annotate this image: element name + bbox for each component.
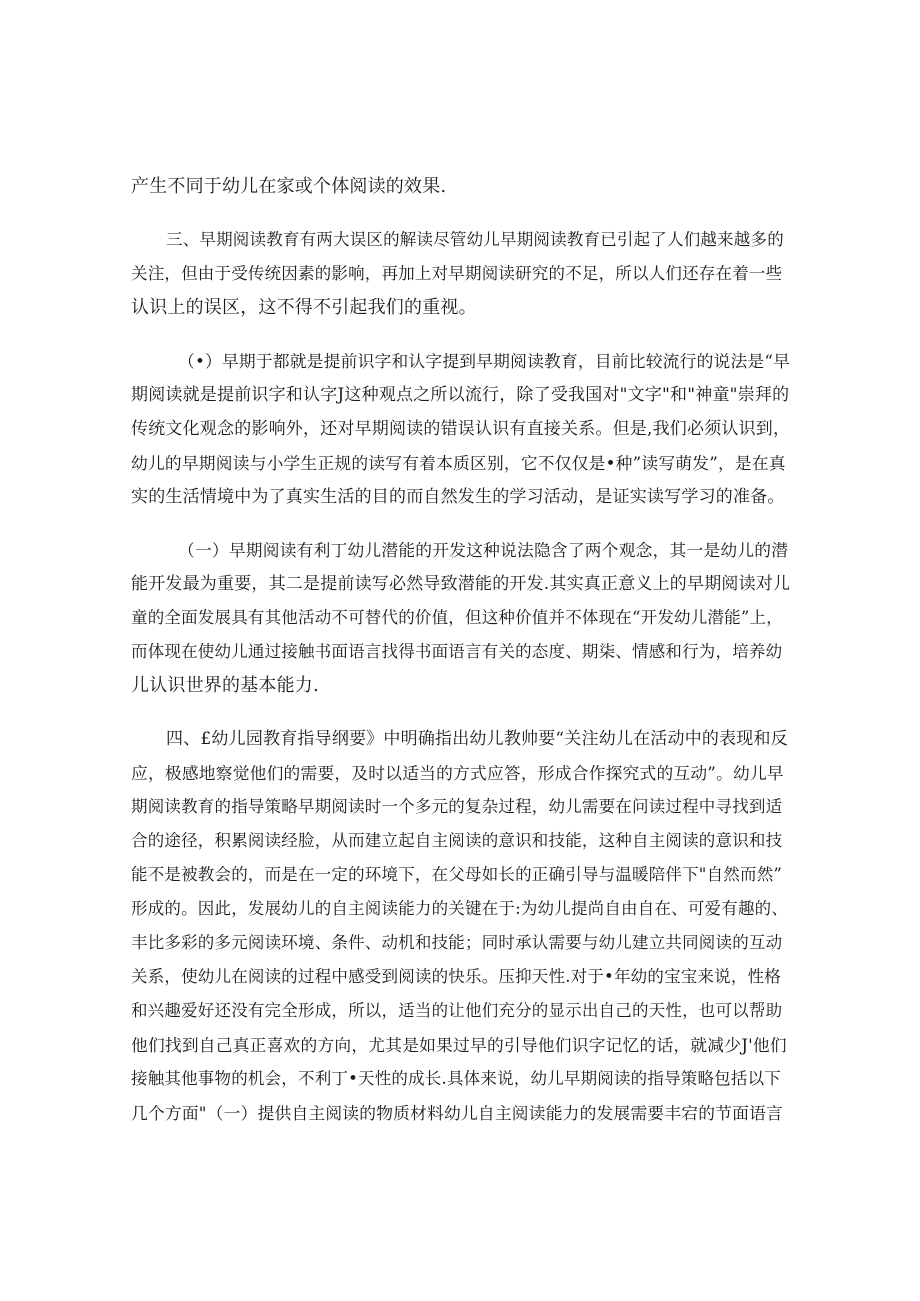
- text-line: 能不是被教会的，而是在一定的环境下，在父母如长的正确引导与温暖陪伴下"自然而然”: [131, 865, 783, 884]
- text-line: 丰比多彩的多元阅读环境、条件、动机和技能；同时承认需要与幼儿建立共同阅读的互动: [131, 933, 783, 952]
- text-line: 关注，但由于受传统因素的影响，再加上对早期阅读研究的不足，所以人们还存在着一些: [131, 264, 783, 283]
- text-line: 认识上的误区，这不得不引起我们的重视。: [131, 297, 477, 318]
- text-line: 合的途径，积累阅读经脸，从而建立起自主阅读的意识和技能，这种自主阅读的意识和技: [131, 831, 783, 850]
- section-heading-line: 三、早期阅读教育有两大误区的解读尽管幼儿早期阅读教育已引起了人们越来越多的: [166, 230, 784, 249]
- text-line: 形成的。因此，发展幼儿的自主阅读能力的关键在于:为幼儿提尚自由自在、可爱有趣的、: [131, 899, 789, 918]
- text-line: 关系，使幼儿在阅读的过程中感受到阅读的快乐。压抑天性.对于•年幼的宝宝来说，性格: [131, 967, 781, 986]
- text-line: 幼儿的早期阅读与小学生正规的读写有着本质区别，它不仅仅是•种”读写萌发”，是在真: [131, 453, 786, 473]
- text-line: 实的生活情境中为了真实生活的目的而自然发生的学习活动，是证实读写学习的准备。: [131, 487, 785, 507]
- text-line: 儿认识世界的基本能力.: [131, 675, 319, 696]
- subsection-heading-line: （•）早期于都就是提前识字和认字提到早期阅读教育，目前比较流行的说法是“早: [178, 351, 791, 371]
- text-line: 能开发最为重要，其二是提前读写必然导致潜能的开发.其实真正意义上的早期阅读对儿: [131, 574, 791, 594]
- text-line: 接触其他事物的机会，不利丁•天性的成长.具体来说，幼儿早期阅读的指导策略包括以下: [131, 1069, 781, 1088]
- text-line: 几个方面"（一）提供自主阅读的物质材料幼儿自主阅读能力的发展需要丰宕的节面语言: [131, 1103, 784, 1123]
- text-line: 童的全面发展具有其他活动不可替代的价值，但这种价值并不体现在“开发幼儿潜能”上，: [131, 608, 783, 627]
- text-line: 和兴趣爱好还没有完全形成，所以，适当的让他们充分的显示出自己的天性，也可以帮助: [131, 1001, 783, 1020]
- text-line: 期阅读教育的指导策略早期阅读时一个多元的复杂过程，幼儿需要在问读过程中寻找到适: [131, 797, 783, 816]
- text-line: 产生不同于幼儿在家或个体阅读的效果.: [131, 176, 447, 197]
- text-line: 而体现在使幼儿通过接触书面语言找得书面语言有关的态度、期柒、情感和行为，培养幼: [131, 642, 783, 661]
- text-line: 期阅读就是提前识字和认字J这种观点之所以流行，除了受我国对"文字"和"神童"崇拜的: [131, 385, 790, 405]
- section-heading-line: 四、£幼儿园教育指导纲要》中明确指出幼儿教帅要“关注幼儿在活动中的表现和反: [166, 729, 788, 749]
- text-line: 他们找到自己真正喜欢的方向，尤其是如果过早的引导他们识字记忆的话，就减少J'他们: [131, 1035, 787, 1055]
- text-line: 传统文化观念的影响外，还对早期阅读的错误认识有直接关系。但是,我们必须认识到，: [131, 419, 791, 439]
- text-line: 应，极感地察觉他们的需要，及时以适当的方式应答，形成合作探究式的互动”。幼儿早: [131, 763, 784, 783]
- subsection-heading-line: （一）早期阅读有利丁幼儿潜能的开发这种说法隐含了两个观念，其一是幼儿的潜: [178, 540, 789, 560]
